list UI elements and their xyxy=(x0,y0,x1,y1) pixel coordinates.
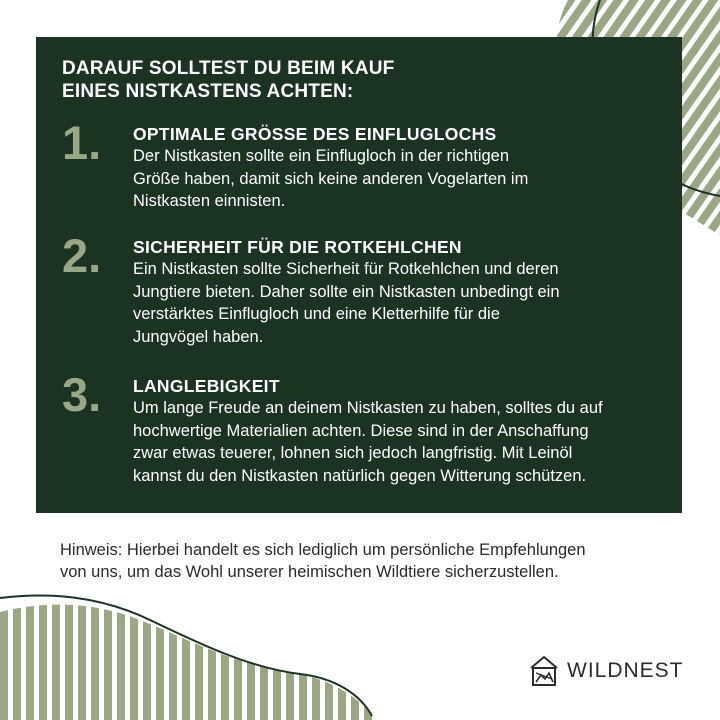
tip-title: LANGLEBIGKEIT xyxy=(133,376,280,396)
tip-text-line: Jungtiere bieten. Daher sollte ein Nistkasten unbedingt ein xyxy=(133,282,560,301)
tip-text-line: Nistkasten einnisten. xyxy=(133,192,286,210)
tip-text-line: Jungvögel haben. xyxy=(133,327,264,346)
panel-heading xyxy=(62,57,394,103)
brand-name: WILDNEST xyxy=(567,659,684,682)
tip-text xyxy=(133,145,673,213)
tip-number: 1. xyxy=(62,116,102,169)
tip-text-line: hochwertige Materialien achten. Diese sind in der Anschaffung xyxy=(133,421,589,440)
tip-number: 2. xyxy=(62,229,102,282)
disclaimer-note xyxy=(60,539,586,583)
note-line: von uns, um das Wohl unserer heimischen Wildtiere sicherzustellen. xyxy=(60,563,559,581)
tips-panel xyxy=(36,37,682,513)
decorative-striped-shape-bottom xyxy=(0,590,380,720)
note-line: Hinweis: Hierbei handelt es sich lediglich um persönliche Empfehlungen xyxy=(60,541,586,559)
tip-title: SICHERHEIT FÜR DIE ROTKEHLCHEN xyxy=(133,237,462,257)
heading-line: EINES NISTKASTENS ACHTEN: xyxy=(62,81,354,102)
tip-number: 3. xyxy=(62,368,102,421)
tip-text-line: Der Nistkasten sollte ein Einflugloch in der richtigen xyxy=(133,147,510,165)
tip-text xyxy=(133,397,673,487)
tip-text-line: verstärktes Einflugloch und eine Kletterhilfe für die xyxy=(133,305,500,323)
tip-text-line: Größe haben, damit sich keine anderen Vogelarten im xyxy=(133,169,529,188)
tip-text-line: Ein Nistkasten sollte Sicherheit für Rotkehlchen und deren xyxy=(133,260,559,278)
brand-logo xyxy=(529,655,684,687)
birdhouse-logo-icon xyxy=(529,655,559,687)
tip-title: OPTIMALE GRÖSSE DES EINFLUGLOCHS xyxy=(133,124,497,144)
tip-text-line: kannst du den Nistkasten natürlich gegen Witterung schützen. xyxy=(133,466,587,485)
tip-text-line: Um lange Freude an deinem Nistkasten zu haben, solltes du auf xyxy=(133,399,603,417)
heading-line: DARAUF SOLLTEST DU BEIM KAUF xyxy=(62,58,395,79)
tip-text xyxy=(133,258,673,348)
tip-text-line: zwar etwas teuerer, lohnen sich jedoch langfristig. Mit Leinöl xyxy=(133,444,573,462)
